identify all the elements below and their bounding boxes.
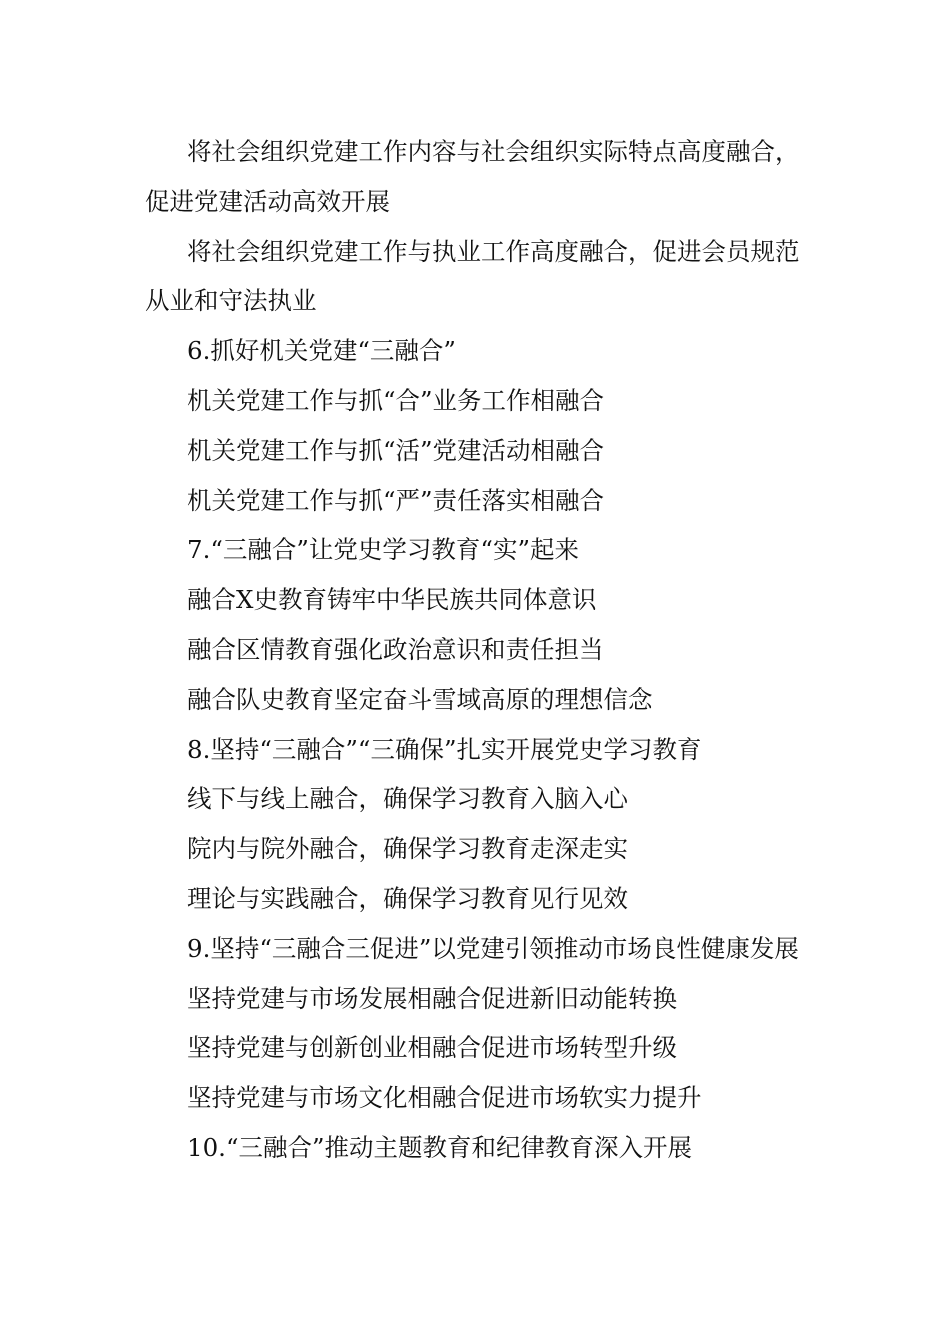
paragraph: 融合X史教育铸牢中华民族共同体意识 xyxy=(187,585,597,615)
paragraph: 机关党建工作与抓“活”党建活动相融合 xyxy=(187,435,605,465)
section-heading: 8.坚持“三融合”“三确保”扎实开展党史学习教育 xyxy=(187,734,702,764)
paragraph: 坚持党建与市场文化相融合促进市场软实力提升 xyxy=(187,1083,702,1113)
paragraph: 坚持党建与市场发展相融合促进新旧动能转换 xyxy=(187,983,677,1013)
document-body xyxy=(145,127,810,1173)
section-heading: 6.抓好机关党建“三融合” xyxy=(187,336,456,366)
paragraph: 院内与院外融合，确保学习教育走深走实 xyxy=(187,834,628,864)
paragraph: 将社会组织党建工作与执业工作高度融合，促进会员规范从业和守法执业 xyxy=(145,236,800,316)
section-heading: 10.“三融合”推动主题教育和纪律教育深入开展 xyxy=(187,1132,693,1162)
paragraph: 线下与线上融合，确保学习教育入脑入心 xyxy=(187,784,628,814)
section-heading: 9.坚持“三融合三促进”以党建引领推动市场良性健康发展 xyxy=(187,933,799,963)
paragraph: 理论与实践融合，确保学习教育见行见效 xyxy=(187,883,628,913)
paragraph: 融合队史教育坚定奋斗雪域高原的理想信念 xyxy=(187,684,653,714)
paragraph: 将社会组织党建工作内容与社会组织实际特点高度融合，促进党建活动高效开展 xyxy=(145,137,800,216)
section-heading: 7.“三融合”让党史学习教育“实”起来 xyxy=(187,535,579,565)
paragraph: 机关党建工作与抓“合”业务工作相融合 xyxy=(187,385,605,415)
paragraph: 融合区情教育强化政治意识和责任担当 xyxy=(187,634,604,664)
paragraph: 坚持党建与创新创业相融合促进市场转型升级 xyxy=(187,1033,677,1063)
paragraph: 机关党建工作与抓“严”责任落实相融合 xyxy=(187,485,605,515)
